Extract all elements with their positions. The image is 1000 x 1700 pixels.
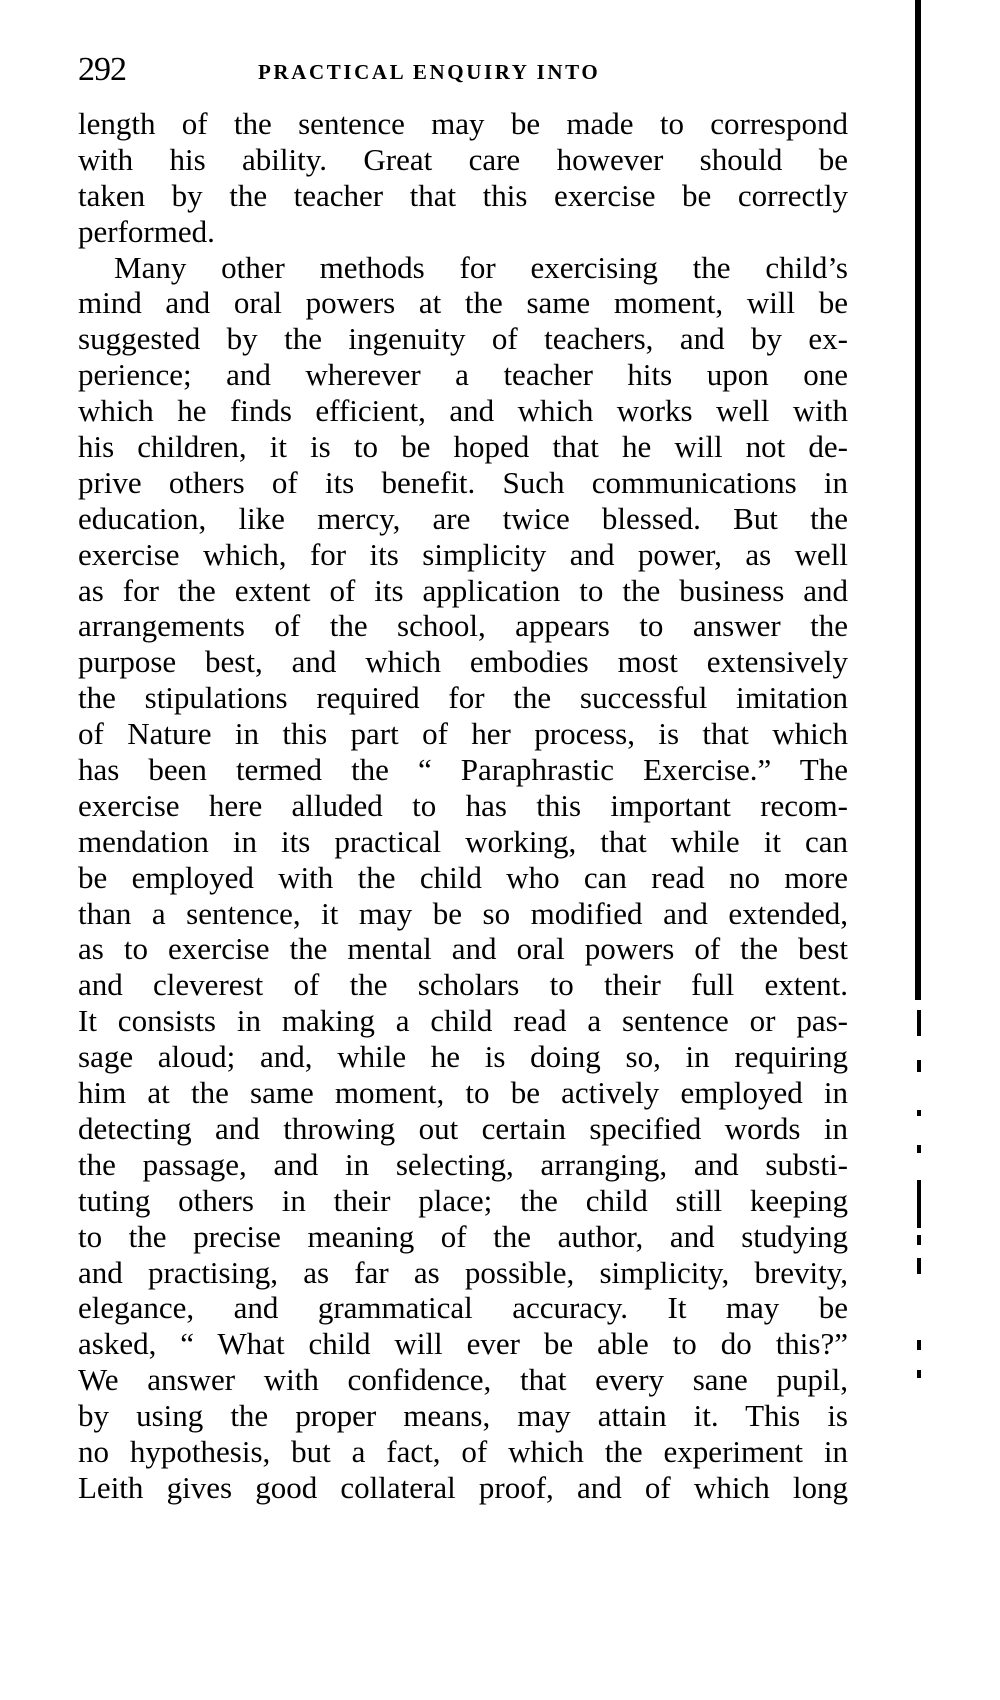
running-title: PRACTICAL ENQUIRY INTO — [258, 60, 601, 84]
text-line: which he finds efficient, and which works well with — [78, 393, 848, 429]
text-line: has been termed the “ Paraphrastic Exercise.” The — [78, 752, 848, 788]
text-line: mendation in its practical working, that while it can — [78, 823, 848, 859]
binding-mark — [917, 1145, 921, 1153]
text-line: by using the proper means, may attain it. This is — [78, 1398, 848, 1434]
text-line: as for the extent of its application to the business and — [78, 572, 848, 608]
page-binding-edge — [915, 0, 921, 1000]
text-line: the stipulations required for the successful imitation — [78, 680, 848, 716]
text-line: be employed with the child who can read no more — [78, 859, 848, 895]
running-head — [78, 48, 848, 92]
text-line: exercise here alluded to has this important recom- — [78, 787, 848, 823]
binding-mark — [917, 1060, 921, 1072]
text-line: education, like mercy, are twice blessed. But the — [78, 500, 848, 536]
text-line: exercise which, for its simplicity and power, as well — [78, 536, 848, 572]
text-line: prive others of its benefit. Such communications in — [78, 464, 848, 500]
text-line: the passage, and in selecting, arranging, and substi- — [78, 1146, 848, 1182]
text-line: no hypothesis, but a fact, of which the experiment in — [78, 1433, 848, 1469]
text-line: his children, it is to be hoped that he will not de- — [78, 429, 848, 465]
text-line: of Nature in this part of her process, is that which — [78, 716, 848, 752]
text-line: sage aloud; and, while he is doing so, in requiring — [78, 1039, 848, 1075]
text-line: and cleverest of the scholars to their full extent. — [78, 967, 848, 1003]
text-line: tuting others in their place; the child still keeping — [78, 1182, 848, 1218]
text-line: taken by the teacher that this exercise be correctly — [78, 177, 848, 213]
text-line: performed. — [78, 213, 215, 249]
binding-mark — [917, 1370, 921, 1378]
text-line: perience; and wherever a teacher hits upon one — [78, 357, 848, 393]
text-line: arrangements of the school, appears to answer the — [78, 608, 848, 644]
text-line: It consists in making a child read a sentence or pas- — [78, 1003, 848, 1039]
text-line: suggested by the ingenuity of teachers, and by ex- — [78, 321, 848, 357]
page-number: 292 — [78, 51, 126, 88]
binding-mark — [917, 1235, 921, 1245]
body-text — [78, 106, 848, 1506]
text-line: than a sentence, it may be so modified and extended, — [78, 895, 848, 931]
text-line: mind and oral powers at the same moment, will be — [78, 285, 848, 321]
text-line: and practising, as far as possible, simplicity, brevity, — [78, 1254, 848, 1290]
binding-mark — [917, 1010, 921, 1036]
text-line: length of the sentence may be made to correspond — [78, 106, 848, 141]
binding-mark — [917, 1340, 921, 1350]
binding-mark — [917, 1258, 921, 1274]
paragraph-start-line: Many other methods for exercising the child’s — [114, 249, 848, 285]
text-line: him at the same moment, to be actively employed in — [78, 1075, 848, 1111]
text-line: detecting and throwing out certain specified words in — [78, 1110, 848, 1146]
text-line: to the precise meaning of the author, and studying — [78, 1218, 848, 1254]
text-line: elegance, and grammatical accuracy. It may be — [78, 1290, 848, 1326]
text-line: Leith gives good collateral proof, and of which long — [78, 1469, 848, 1505]
text-line: We answer with confidence, that every sane pupil, — [78, 1362, 848, 1398]
text-line: as to exercise the mental and oral powers of the best — [78, 931, 848, 967]
text-line: purpose best, and which embodies most extensively — [78, 644, 848, 680]
text-line: with his ability. Great care however should be — [78, 141, 848, 177]
binding-mark — [917, 1180, 921, 1228]
text-line: asked, “ What child will ever be able to do this?” — [78, 1326, 848, 1362]
binding-mark — [917, 1110, 921, 1116]
